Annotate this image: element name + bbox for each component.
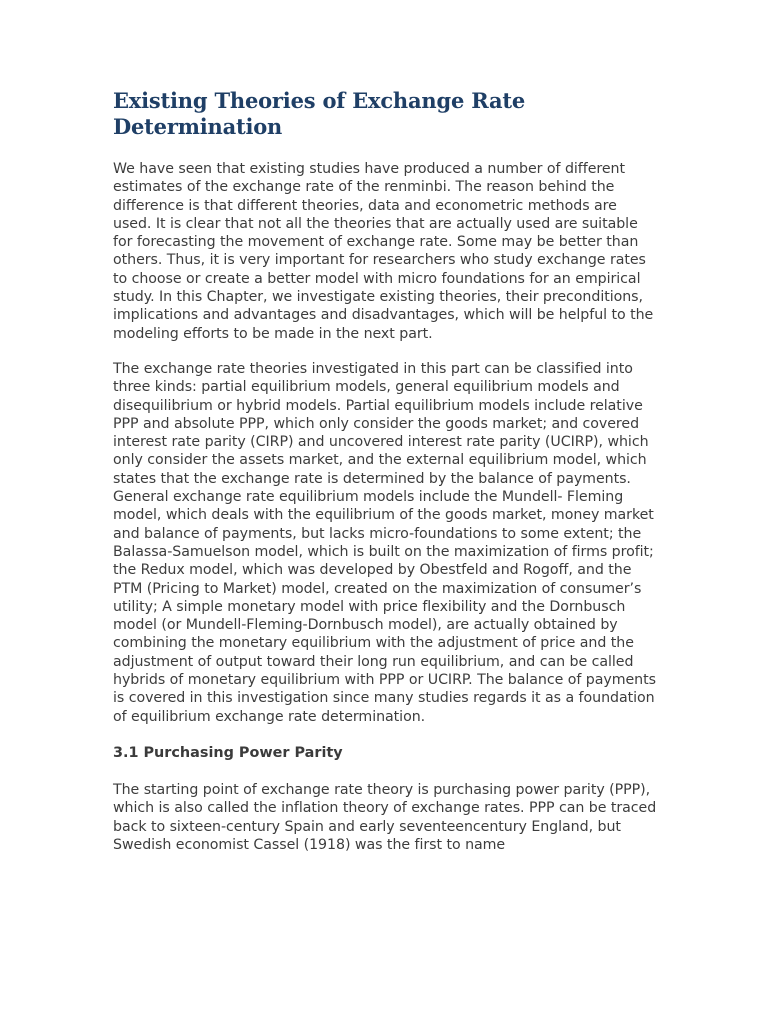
section-heading-ppp: 3.1 Purchasing Power Parity: [113, 744, 343, 761]
paragraph-intro: We have seen that existing studies have produced a number of different estimates of the exchange rate of the renminbi. The reason behind the difference is that different theories, data and econometric methods are used. It is clear that not all the theories that are actually used are suitable for forecasting the movement of exchange rate. Some may be better than others. Thus, it is very important for researchers who study exchange rates to choose or create a better model with micro foundations for an empirical study. In this Chapter, we investigate existing theories, their preconditions, implications and advantages and disadvantages, which will be helpful to the modeling efforts to be made in the next part.: [113, 161, 654, 342]
paragraph-ppp: The starting point of exchange rate theory is purchasing power parity (PPP), which is also called the inflation theory of exchange rates. PPP can be traced back to sixteen-century Spain and early seventeencentury England, but Swedish economist Cassel (1918) was the first to name: [113, 781, 657, 853]
document-title: Existing Theories of Exchange Rate Determination: [113, 88, 526, 139]
document-page: [113, 88, 658, 854]
paragraph-classification: The exchange rate theories investigated in this part can be classified into three kinds: partial equilibrium models, general equilibrium models and disequilibrium or hybrid models. Partial equilibrium models include relative PPP and absolute PPP, which only consider the goods market; and covered interest rate parity (CIRP) and uncovered interest rate parity (UCIRP), which only consider the assets market, and the external equilibrium model, which states that the exchange rate is determined by the balance of payments. General exchange rate equilibrium models include the Mundell- Fleming model, which deals with the equilibrium of the goods market, money market and balance of payments, but lacks micro-foundations to some extent; the Balassa-Samuelson model, which is built on the maximization of firms profit; the Redux model, which was developed by Obestfeld and Rogoff, and the PTM (Pricing to Market) model, created on the maximization of consumer’s utility; A simple monetary model with price flexibility and the Dornbusch model (or Mundell-Fleming-Dornbusch model), are actually obtained by combining the monetary equilibrium with the adjustment of price and the adjustment of output toward their long run equilibrium, and can be called hybrids of monetary equilibrium with PPP or UCIRP. The balance of payments is covered in this investigation since many studies regards it as a foundation of equilibrium exchange rate determination.: [113, 360, 656, 725]
